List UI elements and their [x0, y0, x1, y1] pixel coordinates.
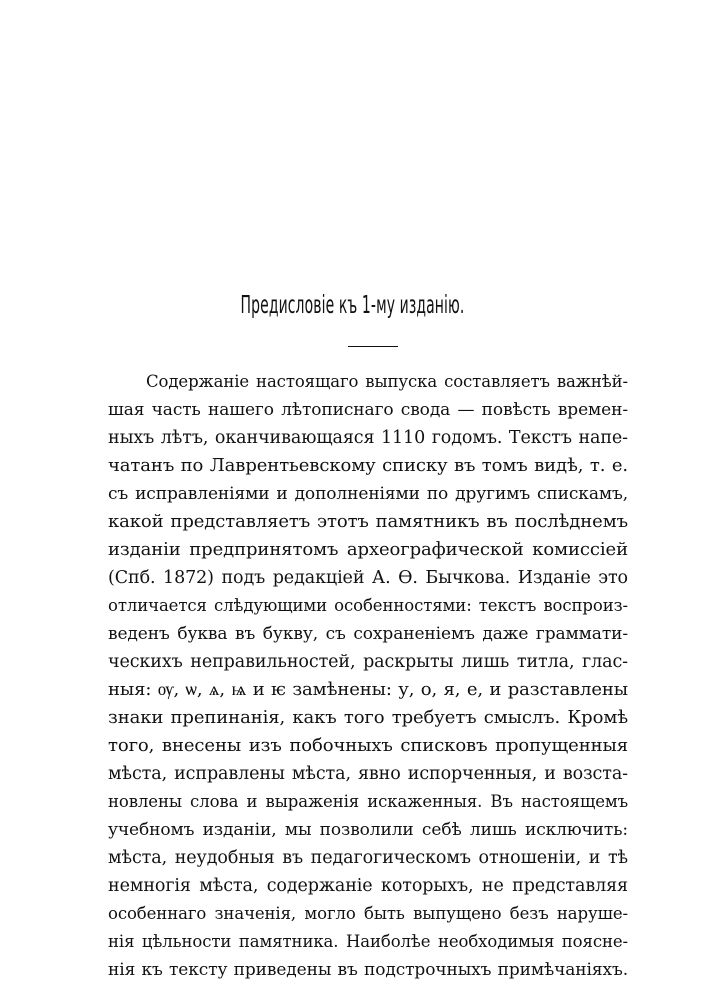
text-line: Содержаніе настоящаго выпуска составляетъ важнѣй-	[146, 372, 628, 391]
preface-title: Предисловіе къ 1-му изданію.	[240, 290, 465, 319]
text-line: веденъ буква въ букву, съ сохраненіемъ даже граммати-	[108, 624, 628, 644]
text-line: чатанъ по Лаврентьевскому списку въ томъ видѣ, т. е.	[108, 455, 628, 476]
text-line: шая часть нашего лѣтописнаго свода — повѣсть времен-	[108, 400, 628, 420]
text-line: учебномъ изданіи, мы позволили себѣ лишь исключить:	[108, 820, 628, 840]
text-line: новлены слова и выраженія искаженныя. Въ настоящемъ	[108, 792, 628, 811]
text-line: ныя: ѹ, ѡ, ѧ, ѩ и ѥ замѣнены: у, о, я, е, и разставлены	[108, 679, 628, 700]
text-line: того, внесены изъ побочныхъ списковъ пропущенныя	[108, 735, 628, 756]
text-line: немногія мѣста, содержаніе которыхъ, не представляя	[108, 876, 628, 896]
text-line: ческихъ неправильностей, раскрыты лишь титла, глас-	[108, 652, 628, 672]
text-line: мѣста, исправлены мѣста, явно испорченныя, и возста-	[108, 764, 628, 784]
text-line: мѣста, неудобныя въ педагогическомъ отношеніи, и тѣ	[108, 848, 628, 868]
text-line: нія къ тексту приведены въ подстрочныхъ примѣчаніяхъ.	[108, 960, 628, 980]
title-divider	[348, 346, 398, 347]
text-line: отличается слѣдующими особенностями: текстъ воспроиз-	[108, 596, 628, 615]
text-line: нія цѣльности памятника. Наиболѣе необходимыя поясне-	[108, 932, 628, 951]
text-line: (Спб. 1872) подъ редакціей А. Ѳ. Бычкова. Изданіе это	[108, 568, 628, 588]
preface-body	[108, 368, 628, 984]
text-line: изданіи предпринятомъ археографической комиссіей	[108, 539, 628, 560]
text-line: какой представляетъ этотъ памятникъ въ послѣднемъ	[108, 511, 628, 532]
text-line: знаки препинанія, какъ того требуетъ смыслъ. Кромѣ	[108, 707, 628, 728]
text-line: съ исправленіями и дополненіями по другимъ спискамъ,	[108, 484, 628, 504]
text-line: ныхъ лѣтъ, оканчивающаяся 1110 годомъ. Текстъ напе-	[108, 428, 628, 448]
text-line: особеннаго значенія, могло быть выпущено безъ наруше-	[108, 904, 628, 923]
